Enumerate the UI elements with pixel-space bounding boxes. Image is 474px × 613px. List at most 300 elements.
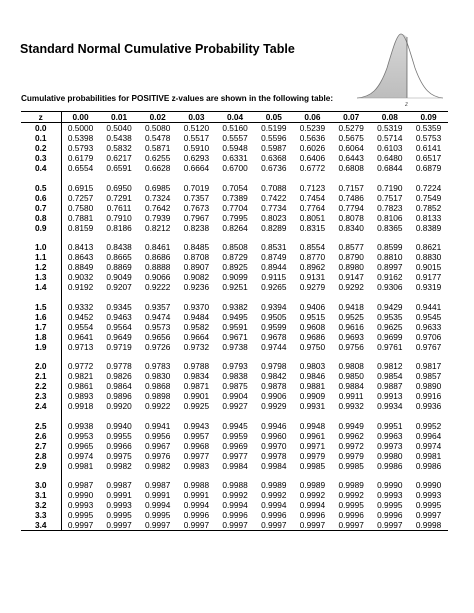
probability-cell: 0.9972 [338,440,364,451]
header-col: 0.03 [177,112,216,123]
probability-cell: 0.8238 [183,222,210,233]
spacer-cell [293,233,332,243]
z-value-cell: 2.5 [21,421,61,431]
probability-cell: 0.9713 [67,341,94,352]
spacer-cell [371,411,410,421]
probability-cell: 0.9949 [338,420,364,431]
spacer-cell [100,352,139,362]
probability-cell: 0.6844 [377,163,403,173]
probability-cell: 0.9994 [183,500,210,510]
probability-cell: 0.9082 [183,272,210,282]
header-col: 0.06 [293,112,332,123]
spacer-cell [61,352,100,362]
probability-cell: 0.7549 [415,192,442,203]
probability-cell: 0.9997 [293,520,332,531]
table-row [21,441,448,451]
probability-cell: 0.9913 [377,391,403,401]
spacer-cell [216,292,255,302]
probability-cell: 0.9988 [183,480,210,490]
probability-cell: 0.9441 [415,301,442,312]
probability-cell: 0.9965 [67,440,94,451]
spacer-cell [21,352,61,362]
probability-cell: 0.9943 [183,420,210,431]
table-row [21,153,448,163]
probability-cell: 0.9582 [183,321,210,332]
spacer-cell [177,471,216,481]
probability-cell: 0.9525 [338,311,364,322]
probability-cell: 0.7852 [415,202,442,213]
spacer-cell [21,471,61,481]
probability-cell: 0.9868 [145,381,171,391]
probability-cell: 0.7291 [106,192,132,203]
probability-cell: 0.9177 [415,272,442,282]
probability-cell: 0.9744 [261,341,287,352]
probability-cell: 0.9750 [299,341,326,352]
probability-cell: 0.9251 [222,282,248,292]
spacer-cell [293,411,332,421]
z-value-cell: 1.2 [21,262,61,272]
probability-cell: 0.9995 [106,510,132,520]
probability-cell: 0.9981 [67,460,94,471]
spacer-cell [409,233,448,243]
z-value-cell: 1.1 [21,252,61,262]
probability-cell: 0.9994 [222,500,248,510]
probability-cell: 0.9857 [415,371,442,381]
probability-cell: 0.9989 [261,480,287,490]
probability-cell: 0.5871 [145,143,171,153]
probability-cell: 0.8461 [145,242,171,252]
probability-cell: 0.9997 [100,520,139,531]
z-value-cell: 1.8 [21,332,61,342]
spacer-cell [61,292,100,302]
probability-cell: 0.7580 [67,202,94,213]
probability-cell: 0.9922 [145,401,171,411]
probability-cell: 0.9719 [106,341,132,352]
shaded-area [357,34,407,98]
probability-cell: 0.9997 [332,520,371,531]
z-value-cell: 2.9 [21,461,61,471]
probability-cell: 0.9783 [145,361,171,371]
probability-cell: 0.9997 [61,520,100,531]
probability-cell: 0.8159 [67,222,94,233]
probability-cell: 0.9861 [67,381,94,391]
probability-cell: 0.9991 [183,490,210,500]
probability-cell: 0.5478 [145,133,171,143]
spacer-cell [332,292,371,302]
probability-cell: 0.9961 [299,430,326,441]
table-row [21,262,448,272]
header-col: 0.05 [254,112,293,123]
spacer-cell [216,471,255,481]
probability-cell: 0.8729 [222,252,248,262]
probability-cell: 0.8810 [377,252,403,262]
z-value-cell: 1.5 [21,302,61,312]
probability-cell: 0.8869 [106,262,132,272]
table-row [21,133,448,143]
probability-cell: 0.6064 [338,143,364,153]
probability-cell: 0.9989 [338,480,364,490]
probability-cell: 0.9854 [377,371,403,381]
probability-cell: 0.9925 [183,401,210,411]
probability-cell: 0.9671 [222,331,248,342]
probability-cell: 0.5636 [299,133,326,143]
probability-cell: 0.9901 [183,391,210,401]
probability-cell: 0.9962 [338,430,364,441]
probability-cell: 0.8023 [261,212,287,223]
table-body [21,123,448,531]
probability-cell: 0.9798 [261,361,287,371]
probability-cell: 0.9927 [222,401,248,411]
table-caption: Cumulative probabilities for POSITIVE z-values are shown in the following table: [21,94,334,103]
probability-cell: 0.5714 [377,133,403,143]
spacer-cell [409,173,448,183]
probability-cell: 0.9664 [183,331,210,342]
spacer-cell [254,173,293,183]
probability-cell: 0.9987 [145,480,171,490]
probability-cell: 0.9906 [261,391,287,401]
probability-cell: 0.9981 [415,450,442,461]
z-value-cell: 0.0 [21,123,61,134]
group-spacer [21,292,448,302]
probability-cell: 0.5319 [377,123,403,133]
table-row [21,371,448,381]
probability-cell: 0.6480 [377,153,403,163]
spacer-cell [100,471,139,481]
probability-cell: 0.8508 [222,242,248,252]
probability-cell: 0.8708 [183,252,210,262]
table-row [21,163,448,173]
table-row [21,143,448,153]
z-value-cell: 1.9 [21,342,61,352]
probability-cell: 0.9699 [377,331,403,342]
probability-cell: 0.9970 [261,440,287,451]
spacer-cell [254,471,293,481]
group-spacer [21,233,448,243]
probability-cell: 0.6141 [415,143,442,153]
probability-cell: 0.9957 [183,430,210,441]
probability-cell: 0.9953 [67,430,94,441]
probability-cell: 0.9980 [377,450,403,461]
spacer-cell [409,471,448,481]
probability-cell: 0.7224 [415,182,442,193]
probability-cell: 0.6026 [299,143,326,153]
probability-cell: 0.9959 [222,430,248,441]
probability-cell: 0.6808 [338,163,364,173]
probability-cell: 0.9979 [338,450,364,461]
probability-cell: 0.9990 [377,480,403,490]
probability-cell: 0.9996 [377,510,403,520]
probability-cell: 0.9946 [261,420,287,431]
probability-cell: 0.9678 [261,331,287,342]
group-spacer [21,173,448,183]
spacer-cell [100,292,139,302]
header-z: z [21,112,61,123]
probability-cell: 0.6368 [261,153,287,163]
probability-cell: 0.9997 [415,510,442,520]
table-row [21,381,448,391]
spacer-cell [177,411,216,421]
probability-cell: 0.9890 [415,381,442,391]
probability-cell: 0.8554 [299,242,326,252]
probability-cell: 0.8365 [377,222,403,233]
probability-cell: 0.9608 [299,321,326,332]
probability-cell: 0.7324 [145,192,171,203]
probability-cell: 0.9989 [299,480,326,490]
probability-cell: 0.5910 [183,143,210,153]
table-row [21,242,448,252]
probability-cell: 0.9767 [415,341,442,352]
probability-cell: 0.9995 [145,510,171,520]
z-value-cell: 2.6 [21,431,61,441]
probability-cell: 0.5398 [67,133,94,143]
probability-cell: 0.7357 [183,192,210,203]
probability-cell: 0.9985 [299,460,326,471]
probability-cell: 0.9996 [261,510,287,520]
probability-cell: 0.8770 [299,252,326,262]
table-row [21,183,448,193]
table-row [21,302,448,312]
probability-cell: 0.7517 [377,192,403,203]
probability-cell: 0.8621 [415,242,442,252]
probability-cell: 0.6700 [222,163,248,173]
probability-cell: 0.9463 [106,311,132,322]
probability-cell: 0.9505 [261,311,287,322]
probability-cell: 0.9826 [106,371,132,381]
probability-cell: 0.9878 [261,381,287,391]
probability-cell: 0.7910 [106,212,132,223]
spacer-cell [100,411,139,421]
probability-cell: 0.7123 [299,182,326,193]
probability-cell: 0.9990 [67,490,94,500]
probability-cell: 0.9884 [338,381,364,391]
probability-cell: 0.9788 [183,361,210,371]
spacer-cell [61,233,100,243]
probability-cell: 0.8289 [261,222,287,233]
probability-cell: 0.9993 [106,500,132,510]
probability-cell: 0.9997 [216,520,255,531]
probability-cell: 0.9982 [106,460,132,471]
probability-cell: 0.9995 [338,500,364,510]
probability-cell: 0.5438 [106,133,132,143]
group-spacer [21,352,448,362]
probability-cell: 0.9996 [299,510,326,520]
probability-cell: 0.7454 [299,192,326,203]
probability-cell: 0.8790 [338,252,364,262]
probability-cell: 0.9968 [183,440,210,451]
probability-cell: 0.9015 [415,262,442,272]
probability-cell: 0.9992 [222,490,248,500]
probability-cell: 0.9992 [261,490,287,500]
probability-cell: 0.8888 [145,262,171,272]
probability-cell: 0.9099 [222,272,248,282]
z-value-cell: 0.1 [21,133,61,143]
probability-cell: 0.9998 [409,520,448,531]
spacer-cell [371,292,410,302]
probability-cell: 0.7823 [377,202,403,213]
probability-cell: 0.9916 [415,391,442,401]
probability-cell: 0.5359 [415,123,442,133]
probability-cell: 0.8413 [67,242,94,252]
spacer-cell [254,292,293,302]
probability-cell: 0.7939 [145,212,171,223]
probability-cell: 0.9963 [377,430,403,441]
probability-cell: 0.7389 [222,192,248,203]
probability-cell: 0.7704 [222,202,248,213]
spacer-cell [409,352,448,362]
probability-cell: 0.9633 [415,321,442,332]
probability-cell: 0.9357 [145,301,171,312]
z-value-cell: 3.1 [21,490,61,500]
table-row [21,193,448,203]
probability-cell: 0.5040 [106,123,132,133]
probability-cell: 0.9887 [377,381,403,391]
probability-cell: 0.9535 [377,311,403,322]
z-value-cell: 0.4 [21,163,61,173]
probability-cell: 0.6879 [415,163,442,173]
spacer-cell [371,173,410,183]
z-value-cell: 1.7 [21,322,61,332]
probability-cell: 0.9649 [106,331,132,342]
probability-cell: 0.9738 [222,341,248,352]
probability-cell: 0.6554 [67,163,94,173]
spacer-cell [371,471,410,481]
table-row [21,203,448,213]
probability-cell: 0.9332 [67,301,94,312]
z-value-cell: 0.9 [21,223,61,233]
probability-cell: 0.8962 [299,262,326,272]
spacer-cell [138,233,177,243]
probability-cell: 0.8264 [222,222,248,233]
probability-cell: 0.9706 [415,331,442,342]
spacer-cell [61,411,100,421]
probability-cell: 0.6591 [106,163,132,173]
probability-cell: 0.9904 [222,391,248,401]
probability-cell: 0.6950 [106,182,132,193]
probability-cell: 0.9982 [145,460,171,471]
probability-cell: 0.9974 [67,450,94,461]
probability-cell: 0.9429 [377,301,403,312]
probability-cell: 0.6293 [183,153,210,163]
probability-cell: 0.8907 [183,262,210,272]
probability-cell: 0.9406 [299,301,326,312]
probability-cell: 0.9997 [371,520,410,531]
probability-cell: 0.9265 [261,282,287,292]
probability-cell: 0.7019 [183,182,210,193]
probability-cell: 0.8438 [106,242,132,252]
probability-cell: 0.6443 [338,153,364,163]
probability-cell: 0.9993 [415,490,442,500]
probability-cell: 0.9984 [222,460,248,471]
probability-cell: 0.6517 [415,153,442,163]
table-row [21,461,448,471]
z-value-cell: 2.8 [21,451,61,461]
probability-cell: 0.8485 [183,242,210,252]
spacer-cell [177,292,216,302]
probability-cell: 0.9931 [299,401,326,411]
probability-cell: 0.9147 [338,272,364,282]
probability-cell: 0.9966 [106,440,132,451]
probability-cell: 0.8133 [415,212,442,223]
table-row [21,252,448,262]
header-col: 0.07 [332,112,371,123]
probability-cell: 0.9988 [222,480,248,490]
spacer-cell [216,233,255,243]
probability-cell: 0.9370 [183,301,210,312]
group-spacer [21,471,448,481]
spacer-cell [21,233,61,243]
probability-cell: 0.7642 [145,202,171,213]
table-row [21,500,448,510]
z-value-cell: 0.5 [21,183,61,193]
probability-cell: 0.8599 [377,242,403,252]
probability-cell: 0.7794 [338,202,364,213]
spacer-cell [293,471,332,481]
z-value-cell: 2.7 [21,441,61,451]
probability-cell: 0.9222 [145,282,171,292]
probability-cell: 0.9983 [183,460,210,471]
probability-cell: 0.8686 [145,252,171,262]
probability-cell: 0.5080 [145,123,171,133]
probability-cell: 0.9382 [222,301,248,312]
table-row [21,361,448,371]
spacer-cell [177,352,216,362]
probability-cell: 0.9474 [145,311,171,322]
probability-cell: 0.9573 [145,321,171,332]
probability-cell: 0.8051 [299,212,326,223]
probability-cell: 0.9929 [261,401,287,411]
probability-cell: 0.9846 [299,371,326,381]
probability-cell: 0.9131 [299,272,326,282]
z-value-cell: 0.7 [21,203,61,213]
z-marker-label: z [405,102,408,108]
header-col: 0.00 [61,112,100,123]
normal-curve-figure [355,20,445,110]
probability-cell: 0.9932 [338,401,364,411]
probability-cell: 0.9207 [106,282,132,292]
spacer-cell [138,173,177,183]
probability-cell: 0.6664 [183,163,210,173]
table-row [21,213,448,223]
probability-cell: 0.9964 [415,430,442,441]
probability-cell: 0.9599 [261,321,287,332]
probability-cell: 0.9192 [67,282,94,292]
probability-cell: 0.9066 [145,272,171,282]
probability-cell: 0.5557 [222,133,248,143]
probability-cell: 0.7088 [261,182,287,193]
probability-cell: 0.9871 [183,381,210,391]
z-table [21,111,448,531]
probability-cell: 0.9049 [106,272,132,282]
spacer-cell [409,411,448,421]
table-row [21,401,448,411]
probability-cell: 0.5793 [67,143,94,153]
probability-cell: 0.8749 [261,252,287,262]
probability-cell: 0.9991 [145,490,171,500]
spacer-cell [371,352,410,362]
probability-cell: 0.9997 [138,520,177,531]
z-value-cell: 1.4 [21,282,61,292]
probability-cell: 0.9726 [145,341,171,352]
spacer-cell [138,411,177,421]
table-row [21,520,448,531]
probability-cell: 0.7422 [261,192,287,203]
probability-cell: 0.9984 [261,460,287,471]
spacer-cell [332,173,371,183]
probability-cell: 0.8389 [415,222,442,233]
probability-cell: 0.5675 [338,133,364,143]
probability-cell: 0.9893 [67,391,94,401]
probability-cell: 0.9418 [338,301,364,312]
